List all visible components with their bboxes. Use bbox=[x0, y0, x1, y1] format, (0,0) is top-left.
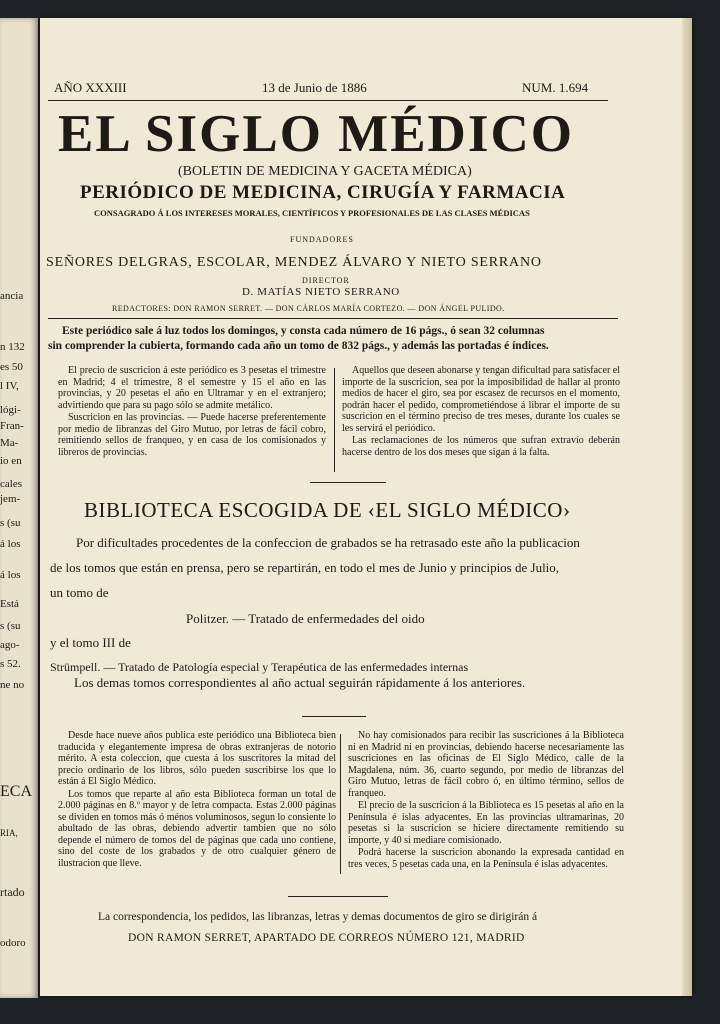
prev-page-text-fragment: rtado bbox=[0, 885, 25, 899]
footer-address: DON RAMON SERRET, APARTADO DE CORREOS NÚMERO 121, MADRID bbox=[128, 932, 525, 944]
prev-page-text-fragment: s (su bbox=[0, 517, 21, 529]
biblioteca-rule bbox=[302, 716, 366, 717]
biblioteca-heading: BIBLIOTECA ESCOGIDA DE ‹EL SIGLO MÉDICO› bbox=[84, 498, 571, 522]
prev-page-text-fragment: odoro bbox=[0, 937, 26, 949]
masthead-subtitle: (BOLETIN DE MEDICINA Y GACETA MÉDICA) bbox=[178, 164, 472, 179]
book-politzer: Politzer. — Tratado de enfermedades del oido bbox=[186, 611, 425, 626]
notice-line-1: Este periódico sale á luz todos los domingos, y consta cada número de 16 págs., ó sean 32 columnas bbox=[62, 325, 545, 337]
subscription-claims-text: Las reclamaciones de los números que sufran extravío deberán hacerse dentro de los dos meses que sigan á la falta. bbox=[342, 435, 620, 458]
footer-line-1: La correspondencia, los pedidos, las libranzas, letras y demas documentos de giro se dirigirán á bbox=[98, 911, 538, 923]
biblioteca-line-5: Los demas tomos correspondientes al año actual seguirán rápidamente á los anteriores. bbox=[74, 675, 526, 690]
periodical-subtitle: PERIÓDICO DE MEDICINA, CIRUGÍA Y FARMACIA bbox=[80, 182, 566, 203]
prev-page-text-fragment: ancia bbox=[0, 290, 24, 302]
biblioteca-intro-text: Desde hace nueve años publica este periódico una Biblioteca bien traducida y elegantemente impresa de obras extranjeras de notorio mérito. A esta coleccion, que cuesta á los suscritores la mitad del precio ordinario de los libros, sólo pueden suscribirse los que lo están á El Siglo Médico. bbox=[58, 730, 336, 787]
prev-page-text-fragment: io en bbox=[0, 455, 22, 467]
biblioteca-line-4: y el tomo III de bbox=[50, 635, 131, 650]
footer-rule bbox=[288, 896, 388, 897]
biblioteca-right-column bbox=[348, 730, 624, 871]
prev-page-text-fragment: lógi- bbox=[0, 404, 21, 416]
year-label: AÑO XXXIII bbox=[54, 80, 127, 95]
masthead-title: EL SIGLO MÉDICO bbox=[58, 105, 574, 163]
biblioteca-price-text: El precio de la suscricion á la Biblioteca es 15 pesetas al año en la Península é islas adyacentes. En las provincias ultramarinas, 20 pesetas si la suscricion se hiciere directamente remitiendo su importe, y 40 si mediare comisionado. bbox=[348, 800, 624, 846]
prev-page-text-fragment: s 52. bbox=[0, 658, 21, 670]
subscription-deferred-text: Aquellos que deseen abonarse y tengan dificultad para satisfacer el importe de la suscricion, sea por la imposibilidad de hallar al pronto medios de hacer el giro, sea por escasez de recursos en el momento, podrán hacer el pedido, comprometiéndose á librar el importe de su suscricion en el término preciso de tres meses, durante los cuales se les servirá el periódico. bbox=[342, 365, 620, 434]
editors-rule bbox=[48, 318, 618, 319]
director-label: DIRECTOR bbox=[302, 276, 350, 285]
newspaper-page bbox=[40, 18, 692, 996]
column-divider bbox=[334, 368, 335, 472]
book-strumpell: Strümpell. — Tratado de Patología especial y Terapéutica de las enfermedades internas bbox=[50, 660, 469, 674]
subscription-right-column bbox=[342, 365, 620, 459]
founders-label: FUNDADORES bbox=[290, 235, 354, 244]
header-rule bbox=[48, 100, 608, 101]
section-rule bbox=[310, 482, 386, 483]
page-edge bbox=[682, 18, 692, 996]
editors-line: REDACTORES: DON RAMON SERRET. — DON CÁRLOS MARÍA CORTEZO. — DON ÁNGEL PULIDO. bbox=[112, 304, 505, 313]
founders-names: SEÑORES DELGRAS, ESCOLAR, MENDEZ ÁLVARO Y NIETO SERRANO bbox=[46, 255, 542, 270]
subscription-left-column bbox=[58, 365, 326, 459]
biblioteca-installments-text: Podrá hacerse la suscricion abonando la expresada cantidad en tres veces, 5 pesetas cada una, en la Península é islas adyacentes. bbox=[348, 847, 624, 870]
column-divider bbox=[340, 734, 341, 874]
previous-page-fragment bbox=[0, 18, 38, 998]
prev-page-text-fragment: ECA bbox=[0, 783, 32, 800]
prev-page-text-fragment: á los bbox=[0, 569, 21, 581]
prev-page-text-fragment: Ma- bbox=[0, 437, 19, 449]
prev-page-text-fragment: s (su bbox=[0, 620, 21, 632]
prev-page-text-fragment: ne no bbox=[0, 679, 25, 691]
prev-page-text-fragment: cales bbox=[0, 478, 22, 490]
notice-line-2: sin comprender la cubierta, formando cada año un tomo de 832 págs., y además las portadas é índices. bbox=[48, 340, 549, 352]
prev-page-text-fragment: ago- bbox=[0, 639, 20, 651]
biblioteca-line-1: Por dificultades procedentes de la confeccion de grabados se ha retrasado este año la publicacion bbox=[76, 535, 580, 550]
prev-page-text-fragment: n 132 bbox=[0, 341, 25, 353]
prev-page-text-fragment: RIA, bbox=[0, 828, 18, 838]
subscription-price-text: El precio de suscricion á este periódico es 3 pesetas el trimestre en Madrid; 4 el trimestre, 8 el semestre y 15 el año en las provincias, y 20 pesetas el año en Ultramar y en el extranjero; advirtiendo que para su pago sólo se admite metálico. bbox=[58, 365, 326, 411]
prev-page-text-fragment: l IV, bbox=[0, 380, 19, 392]
prev-page-text-fragment: es 50 bbox=[0, 361, 23, 373]
issue-date: 13 de Junio de 1886 bbox=[262, 80, 367, 95]
director-name: D. MATÍAS NIETO SERRANO bbox=[242, 286, 400, 298]
prev-page-text-fragment: Fran- bbox=[0, 420, 24, 432]
biblioteca-commission-text: No hay comisionados para recibir las suscriciones á la Biblioteca ni en Madrid ni en provincias, debiendo hacerse necesariamente las suscriciones en las oficinas de El Siglo Médico, calle de la Magdalena, núm. 36, cuarto segundo, por medio de libranzas del Giro Mutuo, letras de fácil cobro ó, en último término, sellos de franqueo. bbox=[348, 730, 624, 799]
biblioteca-left-column bbox=[58, 730, 336, 870]
prev-page-text-fragment: á los bbox=[0, 538, 21, 550]
biblioteca-line-3: un tomo de bbox=[50, 585, 109, 600]
subscription-provinces-text: Suscricion en las provincias. — Puede hacerse preferentemente por medio de libranzas del Giro Mutuo, por letras de fácil cobro, remitiendo sellos de franqueo, y en casa de los comisionados y libreros de provincias. bbox=[58, 412, 326, 458]
prev-page-text-fragment: Está bbox=[0, 598, 19, 610]
issue-number: NUM. 1.694 bbox=[522, 80, 589, 95]
biblioteca-line-2: de los tomos que están en prensa, pero se repartirán, en todo el mes de Junio y principios de Julio, bbox=[50, 560, 560, 575]
prev-page-text-fragment: jem- bbox=[0, 493, 21, 505]
biblioteca-volumes-text: Los tomos que reparte al año esta Biblioteca forman un total de 2.000 páginas en 8.º mayor y de letra compacta. Estas 2.000 páginas se dividen en tomos más ó ménos voluminosos, segun lo consiente lo abultado de las obras, debiendo advertir tambien que no sólo depende el número de tomos del de páginas que cada uno contiene, sino del coste de los grabados y de otro cualquier género de ilustracion que lleve. bbox=[58, 788, 336, 869]
dedication-line: CONSAGRADO Á LOS INTERESES MORALES, CIENTÍFICOS Y PROFESIONALES DE LAS CLASES MÉDICAS bbox=[94, 208, 530, 218]
